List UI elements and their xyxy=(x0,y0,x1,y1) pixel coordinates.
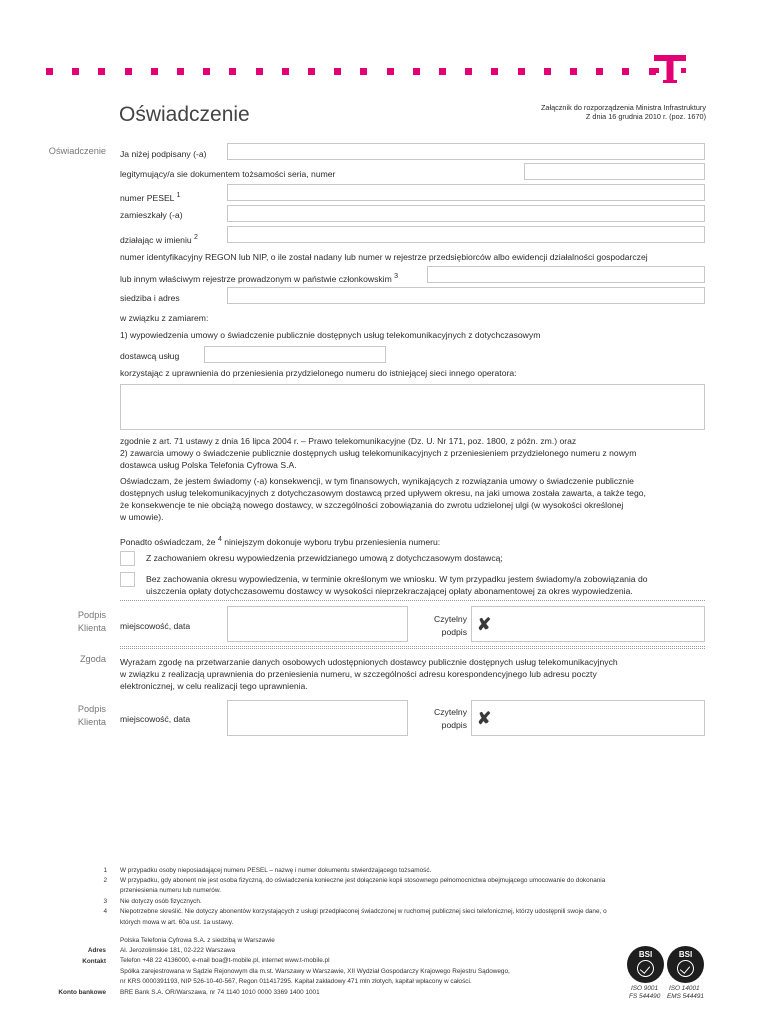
brand-dot xyxy=(151,68,158,75)
signature-field[interactable] xyxy=(471,606,705,642)
legible-signature-label-1: Czytelny xyxy=(434,614,467,624)
footer-label-kontakt: Kontakt xyxy=(82,958,106,965)
brand-dot xyxy=(334,68,341,75)
option-without-notice-label-2: uiszczenia opłaty dotychczasowemu dostawcy w wysokości nieprzekraczającej opłaty abonamentowej za okres wypowiedzenia. xyxy=(146,586,633,596)
consent-text-1: Wyrażam zgodę na przetwarzanie danych osobowych udostępnionych dostawcy publicznie dostępnych usług telekomunikacyjnych xyxy=(120,657,618,667)
footnote-number: 3 xyxy=(103,898,107,905)
label-leg: legitymujący/a sie dokumentem tożsamości seria, numer xyxy=(120,169,336,179)
bsi-iso14001-badge: BSI xyxy=(667,946,704,983)
operator-network-field[interactable] xyxy=(120,384,705,430)
legible-signature-label-2: podpis xyxy=(441,627,467,637)
footnote-text: W przypadku osoby nieposiadającej numeru PESEL – nazwę i numer dokumentu stwierdzającego tożsamość. xyxy=(120,867,432,874)
iso14001-number: EMS 544491 xyxy=(667,993,704,1000)
seat-address-field[interactable] xyxy=(227,287,705,304)
footer-line: BRE Bank S.A. OR/Warszawa, nr 74 1140 1010 0000 3369 1400 1001 xyxy=(120,989,320,996)
consent-text-3: elektronicznej, w celu realizacji tego uprawnienia. xyxy=(120,681,308,691)
sign-here-icon: ✘ xyxy=(477,709,492,728)
brand-dot xyxy=(98,68,105,75)
label-oswiadczam-2: dostępnych usług telekomunikacyjnych z dotychczasowym dostawcą przed upływem okresu, na jaki umowa została zawarta, a także tego, xyxy=(120,488,646,498)
legible-signature-label-2: podpis xyxy=(441,720,467,730)
bsi-iso9001-badge: BSI xyxy=(627,946,664,983)
pesel-field[interactable] xyxy=(227,184,705,201)
label-ja: Ja niżej podpisany (-a) xyxy=(120,149,207,159)
annex-line-2: Z dnia 16 grudnia 2010 r. (poz. 1670) xyxy=(585,112,706,121)
signature-field[interactable] xyxy=(471,700,705,736)
footer-line: nr KRS 0000391193, NIP 526-10-40-567, Regon 011417295. Kapitał zakładowy 471 mln złotych, kapitał wpłacony w całości. xyxy=(120,978,472,985)
label-regon-1: numer identyfikacyjny REGON lub NIP, o ile został nadany lub numer w rejestrze przedsiębiorców albo ewidencji działalności gospodarczej xyxy=(120,252,648,262)
label-oswiadczam-4: w umowie). xyxy=(120,512,164,522)
consent-text-2: w związku z realizacją uprawnienia do przeniesienia numeru, w szczególności adresu korespondencyjnego lub adresu poczty xyxy=(120,669,597,679)
label-pesel: numer PESEL $^1$ xyxy=(120,192,181,203)
iso9001-label: ISO 9001 xyxy=(631,985,659,992)
label-dzial: działając w imieniu $^2$ xyxy=(120,234,198,245)
section-podpis-label: Podpis xyxy=(77,610,106,620)
footer-line: Polska Telefonia Cyfrowa S.A. z siedzibą w Warszawie xyxy=(120,937,275,944)
place-date-field[interactable] xyxy=(227,606,408,642)
option-without-notice-label-1: Bez zachowania okresu wypowiedzenia, w terminie określonym we wniosku. W tym przypadku jestem świadomy/a zobowiązania do xyxy=(146,574,648,584)
label-zam: zamieszkały (-a) xyxy=(120,210,183,220)
place-date-label: miejscowość, data xyxy=(120,621,191,631)
footnote-text: Niepotrzebne skreślić. Nie dotyczy abonentów korzystających z usługi przedpłaconej świadczonej w ruchomej publicznej sieci telefonicznej, którzy udostępnili swoje dane, o xyxy=(120,908,607,915)
brand-dot xyxy=(282,68,289,75)
footnote-text: Nie dotyczy osób fizycznych. xyxy=(120,898,202,905)
brand-dot xyxy=(439,68,446,75)
brand-dot xyxy=(491,68,498,75)
label-regon-2: lub innym właściwym rejestrze prowadzonym w państwie członkowskim $^3$ xyxy=(120,273,399,284)
divider xyxy=(120,648,705,649)
footnote-number: 1 xyxy=(103,867,107,874)
sign-here-icon: ✘ xyxy=(477,615,492,634)
brand-dot xyxy=(596,68,603,75)
footer-label-konto: Konto bankowe xyxy=(58,989,106,996)
brand-dot xyxy=(622,68,629,75)
brand-dot xyxy=(203,68,210,75)
brand-dot xyxy=(387,68,394,75)
section-klienta-label: Klienta xyxy=(77,623,106,633)
section-podpis-label-2: Podpis xyxy=(77,704,106,714)
label-zawarcia-1: 2) zawarcia umowy o świadczenie publicznie dostępnych usług telekomunikacyjnych z przeniesieniem przydzielonego numeru z nowym xyxy=(120,448,637,458)
label-zwiazku: w związku z zamiarem: xyxy=(120,313,209,323)
label-zawarcia-2: dostawca usług Polska Telefonia Cyfrowa S.A. xyxy=(120,460,297,470)
name-field[interactable] xyxy=(227,143,705,160)
annex-line-1: Załącznik do rozporządzenia Ministra Infrastruktury xyxy=(540,103,706,112)
section-zgoda-label: Zgoda xyxy=(79,654,106,664)
footer-line: Spółka zarejestrowana w Sądzie Rejonowym dla m.st. Warszawy w Warszawie, XII Wydział Gospodarczy Krajowego Rejestru Sądowego, xyxy=(120,968,510,975)
brand-dot xyxy=(570,68,577,75)
option-with-notice-label: Z zachowaniem okresu wypowiedzenia przewidzianego umową z dotychczasowym dostawcą; xyxy=(146,553,503,563)
footnote-text: przeniesienia numeru lub numerów. xyxy=(120,887,221,894)
brand-dot xyxy=(360,68,367,75)
brand-dot xyxy=(413,68,420,75)
regon-field[interactable] xyxy=(427,266,705,283)
current-provider-field[interactable] xyxy=(204,346,386,363)
section-klienta-label-2: Klienta xyxy=(77,717,106,727)
footnote-number: 4 xyxy=(103,908,107,915)
label-dostawca: dostawcą usług xyxy=(120,351,180,361)
footer-line: Telefon +48 22 4136000, e-mail boa@t-mobile.pl, internet www.t-mobile.pl xyxy=(120,957,330,964)
divider xyxy=(120,646,705,647)
label-oswiadczam-1: Oświadczam, że jestem świadomy (-a) konsekwencji, w tym finansowych, wynikających z rozwiązania umowy o świadczenie publicznie xyxy=(120,476,634,486)
section-oswiadczenie-label: Oświadczenie xyxy=(48,146,106,156)
brand-dot xyxy=(544,68,551,75)
brand-dot xyxy=(256,68,263,75)
brand-dot xyxy=(125,68,132,75)
footer-label-adres: Adres xyxy=(87,947,106,954)
label-zgodnie: zgodnie z art. 71 ustawy z dnia 16 lipca 2004 r. – Prawo telekomunikacyjne (Dz. U. Nr 171, poz. 1800, z późn. zm.) oraz xyxy=(120,436,577,446)
acting-on-behalf-field[interactable] xyxy=(227,226,705,243)
footnote-number: 2 xyxy=(103,877,107,884)
footnote-text: których mowa w art. 60a ust. 1a ustawy. xyxy=(120,919,234,926)
brand-dot xyxy=(308,68,315,75)
place-date-label: miejscowość, data xyxy=(120,714,191,724)
address-field[interactable] xyxy=(227,205,705,222)
brand-dot xyxy=(46,68,53,75)
label-oswiadczam-3: że konsekwencje te nie obciążą nowego dostawcy, w szczególności zobowiązania do zwrotu udzielonej ulgi (w wysokości określonej xyxy=(120,500,624,510)
brand-dot xyxy=(229,68,236,75)
label-korzystajac: korzystając z uprawnienia do przeniesienia przydzielonego numeru do istniejącej sieci innego operatora: xyxy=(120,368,517,378)
legible-signature-label-1: Czytelny xyxy=(434,707,467,717)
place-date-field[interactable] xyxy=(227,700,408,736)
label-ponadto: Ponadto oświadczam, że $^4$ niniejszym dokonuje wyboru trybu przeniesienia numeru: xyxy=(120,536,441,547)
iso9001-number: FS 544490 xyxy=(629,993,661,1000)
page-title: Oświadczenie xyxy=(119,103,250,126)
t-mobile-logo xyxy=(654,48,686,86)
option-with-notice-checkbox[interactable] xyxy=(120,551,135,566)
label-siedziba: siedziba i adres xyxy=(120,293,180,303)
option-without-notice-checkbox[interactable] xyxy=(120,572,135,587)
footer-line: Al. Jerozolimskie 181, 02-222 Warszawa xyxy=(120,947,236,954)
footnote-text: W przypadku, gdy abonent nie jest osoba fizyczną, do oświadczenia konieczne jest dołączenie kopii stosownego pełnomocnictwa obejmującego umocowanie do dokonania xyxy=(120,877,606,884)
brand-dot xyxy=(465,68,472,75)
label-wypowiedzenia: 1) wypowiedzenia umowy o świadczenie publicznie dostępnych usług telekomunikacyjnych z dotychczasowym xyxy=(120,330,541,340)
brand-dot xyxy=(72,68,79,75)
iso14001-label: ISO 14001 xyxy=(669,985,700,992)
document-number-field[interactable] xyxy=(524,163,705,180)
divider xyxy=(120,600,705,601)
brand-dotted-line xyxy=(0,0,640,80)
brand-dot xyxy=(518,68,525,75)
brand-dot xyxy=(177,68,184,75)
